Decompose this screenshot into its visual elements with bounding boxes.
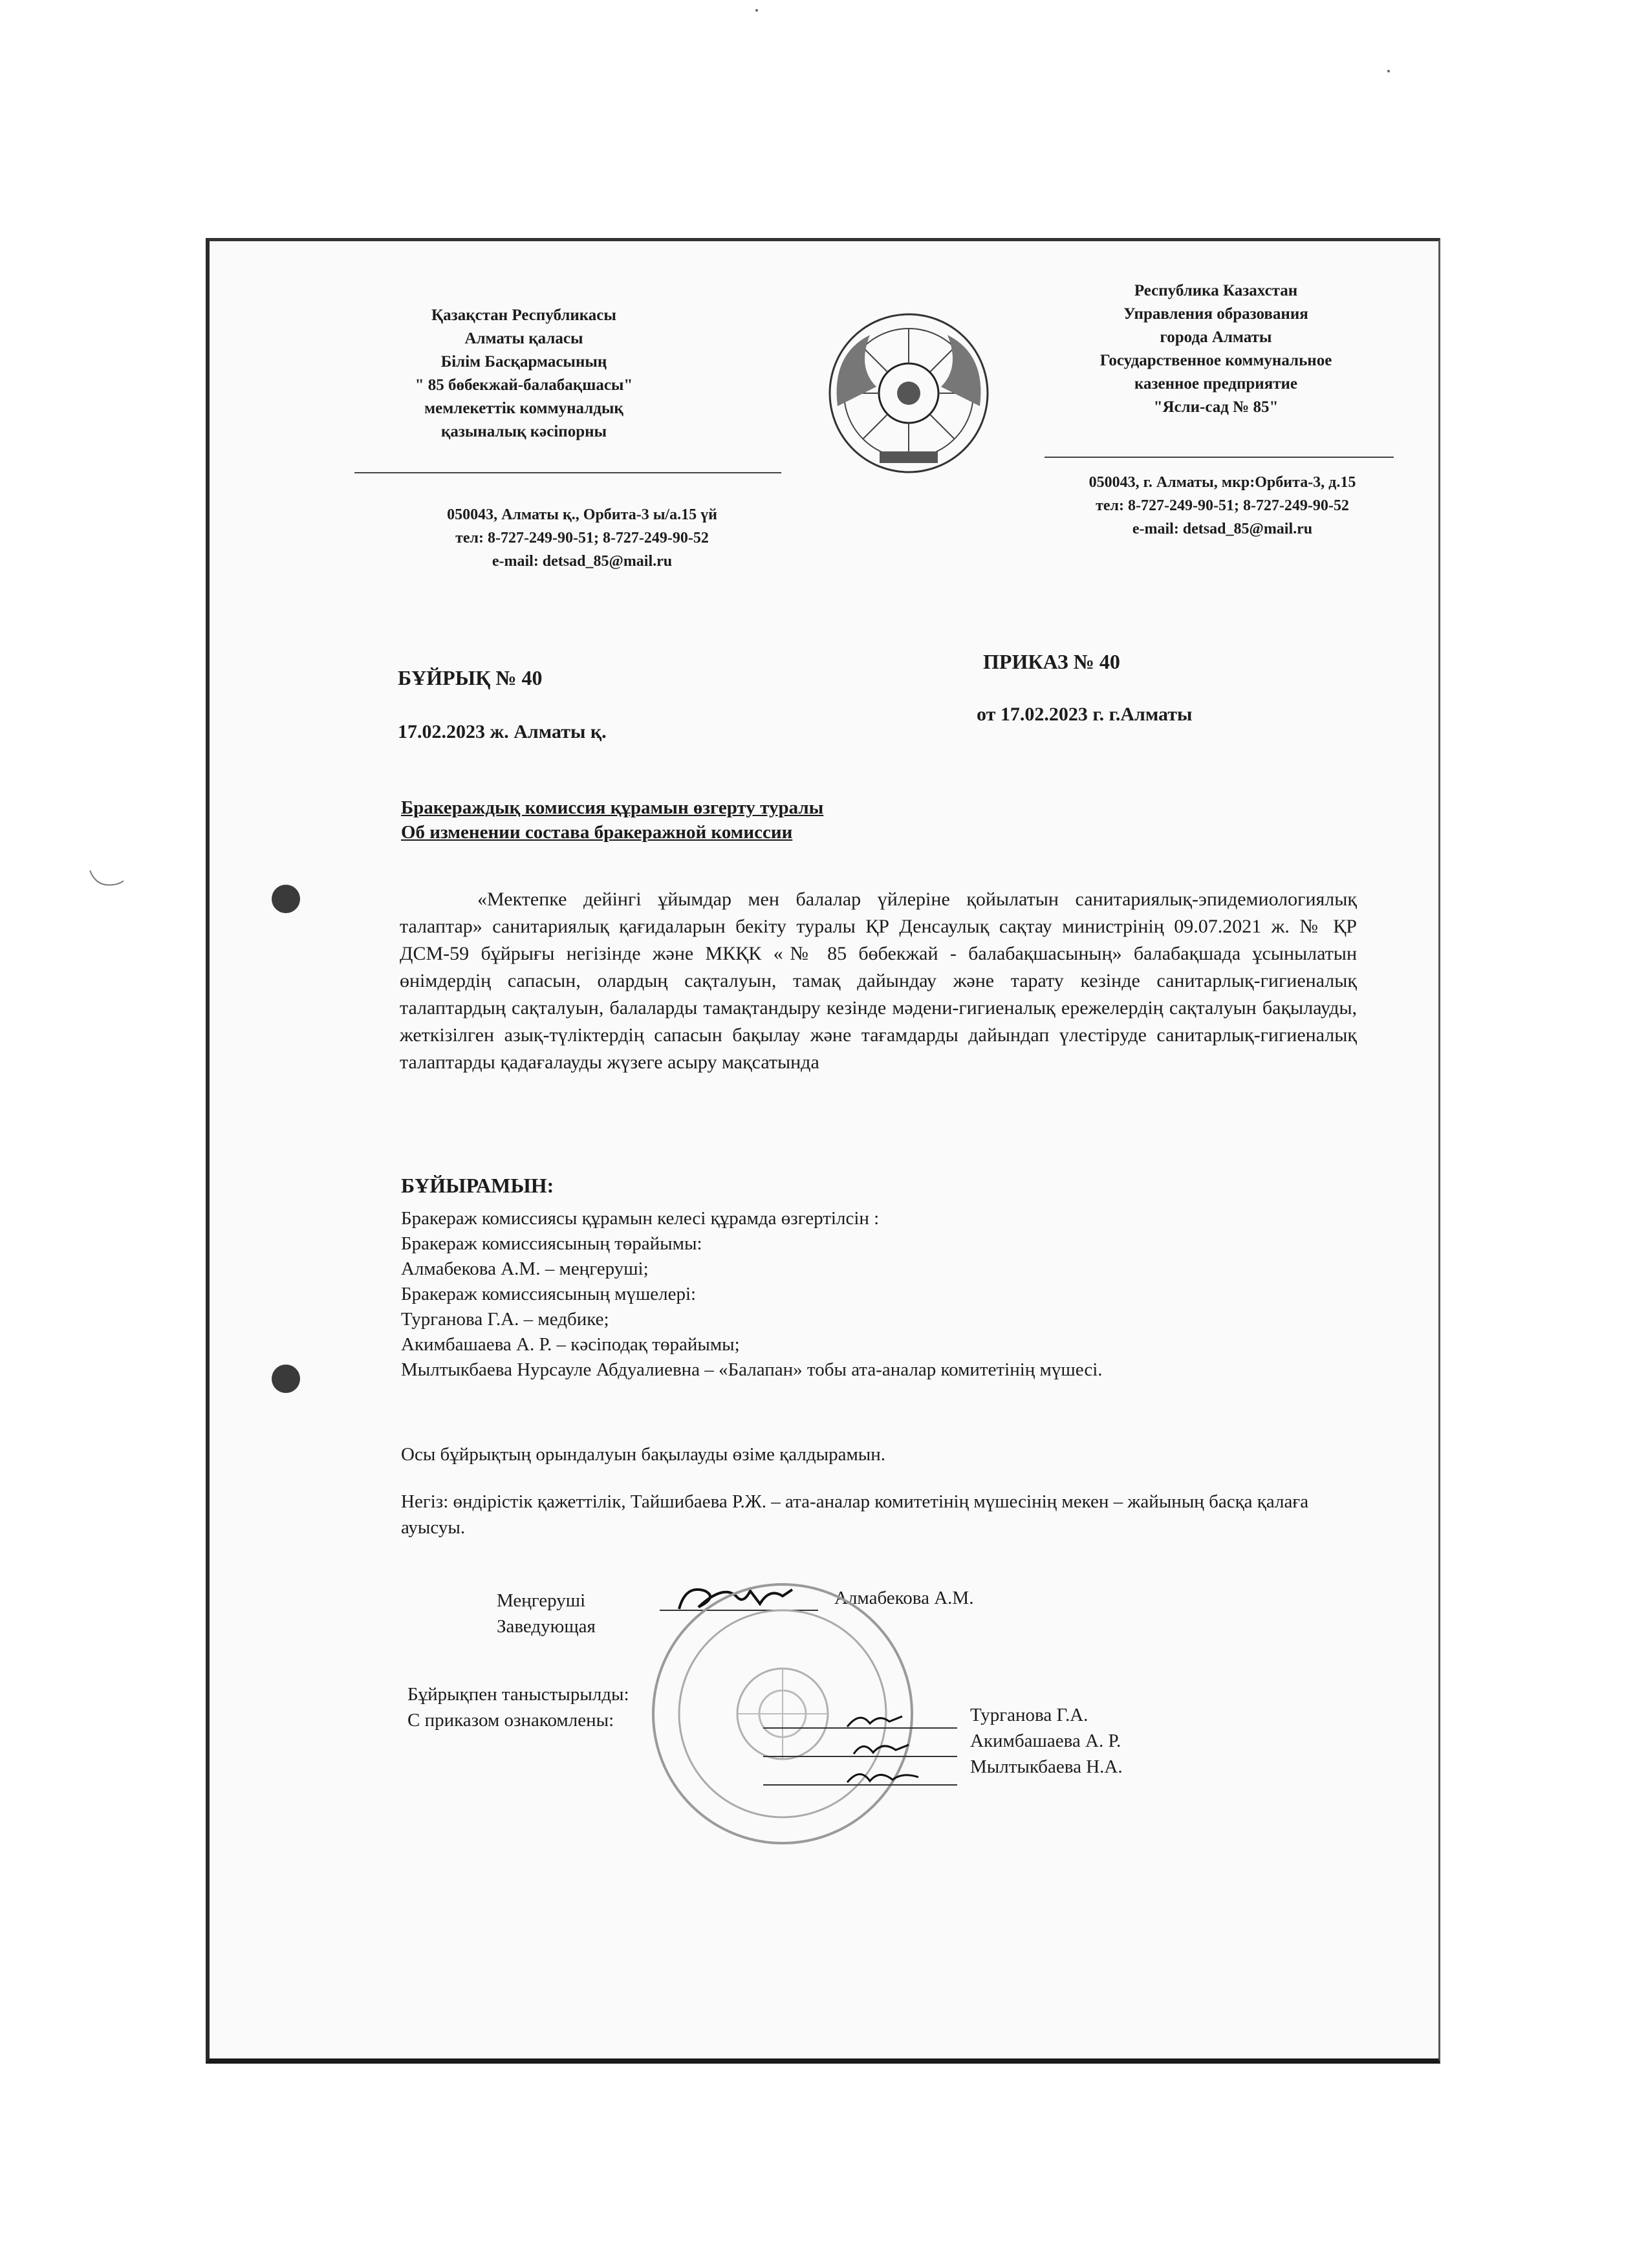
ack-name: Турганова Г.А.	[970, 1705, 1088, 1725]
contact-email: e-mail: detsad_85@mail.ru	[1132, 521, 1313, 537]
contact-left	[388, 503, 776, 573]
header-right-line: "Ясли-сад № 85"	[1153, 398, 1279, 416]
acknowledgement-label	[407, 1681, 629, 1733]
basis-statement: Негіз: өндірістік қажеттілік, Тайшибаева Р.Ж. – ата-аналар комитетінің мүшесінің мекен – жайының басқа қалаға ауысуы.	[401, 1491, 1309, 1538]
contact-phone: тел: 8-727-249-90-51; 8-727-249-90-52	[455, 530, 709, 546]
role-kz: Меңгеруші	[497, 1590, 586, 1611]
contact-address: 050043, г. Алматы, мкр:Орбита-3, д.15	[1088, 474, 1356, 491]
control-statement: Осы бұйрықтың орындалуын бақылауды өзіме қалдырамын.	[401, 1444, 886, 1465]
organization-seal	[647, 1578, 918, 1850]
signatory-name: Алмабекова А.М.	[834, 1588, 974, 1608]
order-title-ru: ПРИКАЗ № 40	[983, 650, 1120, 673]
list-item: Алмабекова А.М. – меңгеруші;	[401, 1258, 649, 1279]
list-item: Акимбашаева А. Р. – кәсіподақ төрайымы;	[401, 1334, 740, 1355]
header-divider	[1045, 457, 1394, 458]
header-left-line: Білім Басқармасының	[440, 353, 607, 371]
header-left-line: қазыналық кәсіпорны	[440, 423, 607, 440]
punch-hole	[272, 1365, 300, 1393]
signatory-role	[497, 1588, 596, 1639]
list-item: Бракераж комиссиясының мүшелері:	[401, 1284, 697, 1304]
header-left-line: Алматы қаласы	[464, 330, 583, 347]
header-left	[362, 304, 686, 444]
order-subject	[401, 795, 1048, 845]
contact-phone: тел: 8-727-249-90-51; 8-727-249-90-52	[1096, 497, 1349, 514]
header-right-line: Управления образования	[1123, 305, 1308, 323]
header-left-line: " 85 бөбекжай-балабақшасы"	[415, 376, 633, 394]
ack-label-kz: Бұйрықпен таныстырылды:	[407, 1684, 629, 1705]
preamble-paragraph: «Мектепке дейінгі ұйымдар мен балалар үйлеріне қойылатын санитариялық-эпидемиологиялық талаптар» санитариялық қағидаларын бекіту туралы ҚР Денсаулық сақтау министрінің 09.07.2021 ж. № ҚР ДСМ-59 бұйрығы негізінде және МКҚК «№ 85 бөбекжай - балабақшасының» балабақшада ұсынылатын өнімдердің сапасын, олардың сақталуын, тамақ дайындау және тарату кезінде санитарлық-гигиеналық талаптардың сақталуын, балаларды тамақтандыру кезінде мәдени-гигиеналық ережелердің сақталуын бақылауды, жеткізілген азық-түліктердің сапасын бақылау және тағамдарды дайындап үлестіруде санитарлық-гигиеналық талаптарды қадағалауды жүзеге асыру мақсатында	[400, 889, 1357, 1073]
order-date-kz: 17.02.2023 ж. Алматы қ.	[398, 721, 607, 742]
ack-name: Мылтыкбаева Н.А.	[970, 1756, 1123, 1777]
header-right	[1054, 279, 1378, 419]
contact-email: e-mail: detsad_85@mail.ru	[492, 553, 673, 570]
list-item: Мылтыкбаева Нурсауле Абдуалиевна – «Балапан» тобы ата-аналар комитетінің мүшесі.	[401, 1359, 1103, 1380]
order-title-kz: БҰЙРЫҚ № 40	[398, 666, 543, 689]
order-date-ru: от 17.02.2023 г. г.Алматы	[977, 704, 1193, 725]
header-left-line: Қазақстан Республикасы	[431, 307, 616, 324]
header-left-line: мемлекеттік коммуналдық	[424, 400, 623, 417]
state-emblem-icon	[818, 309, 999, 477]
contact-address: 050043, Алматы қ., Орбита-3 ы/а.15 үй	[447, 506, 717, 523]
role-ru: Заведующая	[497, 1616, 596, 1637]
header-divider	[354, 472, 781, 473]
subject-ru: Об изменении состава бракеражной комиссии	[401, 822, 793, 843]
list-item: Бракераж комиссиясының төрайымы:	[401, 1233, 702, 1254]
ack-label-ru: С приказом ознакомлены:	[407, 1710, 614, 1731]
header-right-line: города Алматы	[1160, 329, 1272, 346]
ack-name: Акимбашаева А. Р.	[970, 1731, 1121, 1751]
commission-list	[401, 1206, 1436, 1383]
header-right-line: казенное предприятие	[1134, 375, 1298, 393]
header-right-line: Республика Казахстан	[1134, 282, 1298, 299]
list-item: Бракераж комиссиясы құрамын келесі құрамда өзгертілсін :	[401, 1208, 880, 1229]
subject-kz: Бракераждық комиссия құрамын өзгерту туралы	[401, 797, 824, 818]
list-item: Турганова Г.А. – медбике;	[401, 1309, 609, 1330]
scan-speck	[755, 9, 758, 12]
scan-speck	[1387, 70, 1390, 72]
page-edge-mark	[87, 867, 126, 892]
contact-right	[1048, 471, 1397, 541]
punch-hole	[272, 885, 300, 913]
acknowledged-names	[970, 1702, 1123, 1780]
header-right-line: Государственное коммунальное	[1099, 352, 1332, 369]
orders-heading: БҰЙЫРАМЫН:	[401, 1174, 554, 1197]
